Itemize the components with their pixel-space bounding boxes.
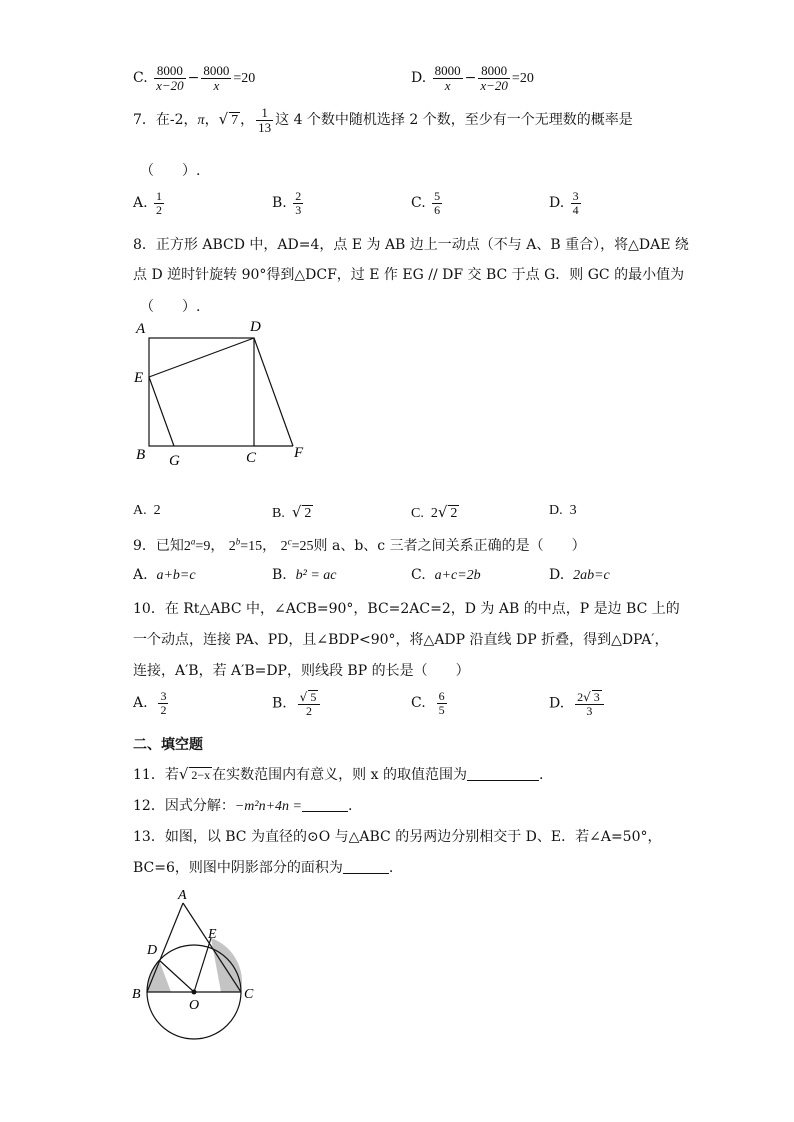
q8-option-a: A. 2 xyxy=(133,503,161,518)
q10-option-d: D. $\frac{2√ 3}{3}$ xyxy=(549,690,606,717)
label-c: C xyxy=(244,987,254,1002)
label-d: D xyxy=(147,943,158,958)
q13-line1: 13．如图，以 BC 为直径的⊙O 与△ABC 的另两边分别相交于 D、E．若∠A=50°， xyxy=(133,829,662,845)
label-d: D xyxy=(250,319,261,335)
q8-option-b: B. √ 2 xyxy=(272,503,312,521)
q13-line2: BC=6，则图中阴影部分的面积为 . xyxy=(133,860,394,876)
q9-option-d: D. 2ab=c xyxy=(549,567,610,583)
label-b: B xyxy=(132,987,141,1002)
q13-answer-blank xyxy=(343,859,389,874)
q8-option-c: C. 2√ 2 xyxy=(411,503,458,521)
center-dot xyxy=(192,990,197,995)
label-a: A xyxy=(136,321,146,337)
section-title-fill-in: 二、填空题 xyxy=(133,737,203,753)
label-c: C xyxy=(246,450,257,466)
q7-option-c: C. $\frac{5}{6}$ xyxy=(411,189,441,217)
q9-stem: 9．已知$2^a=9$， $2^b=15$， $2^c=25$则 a、b、c 三者之间关系正确的是（ ） xyxy=(133,536,586,554)
q12-answer-blank xyxy=(302,797,348,812)
label-e: E xyxy=(208,927,217,942)
label-b: B xyxy=(136,447,146,463)
q7-option-d: D. $\frac{3}{4}$ xyxy=(549,189,579,217)
q8-line2: 点 D 逆时针旋转 90°得到△DCF，过 E 作 EG // DF 交 BC 于点 G．则 GC 的最小值为 xyxy=(133,267,685,283)
q10-line3: 连接，A′B，若 A′B=DP，则线段 BP 的长是（ ） xyxy=(133,663,470,679)
q9-option-a: A. a+b=c xyxy=(133,567,196,583)
segment-ed xyxy=(149,338,254,377)
q8-paren: （ ）. xyxy=(140,299,201,315)
label-o: O xyxy=(189,998,200,1013)
label-f: F xyxy=(294,445,304,461)
q12-stem: 12．因式分解：−m²n+4n = . xyxy=(133,798,353,814)
q10-option-c: C. $\frac{6}{5}$ xyxy=(411,689,445,717)
q8-option-d: D. 3 xyxy=(549,503,577,518)
q10-option-b: B. $\frac{√ 5}{2}$ xyxy=(272,690,322,717)
shaded-sector-right xyxy=(211,938,242,992)
q7-option-b: B. $\frac{2}{3}$ xyxy=(272,189,302,217)
shaded-sector-left xyxy=(147,960,171,992)
q7-stem: 7．在-2，π，√ 7 ， $\frac{1}{13}$ 这 4 个数中随机选择 2 个数，至少有一个无理数的概率是 xyxy=(133,105,633,135)
q10-line1: 10．在 Rt△ABC 中，∠ACB=90°，BC=2AC=2，D 为 AB 的中点，P 是边 BC 上的 xyxy=(133,601,680,617)
q7-option-a: A. $\frac{1}{2}$ xyxy=(133,189,163,217)
side-ac xyxy=(183,903,241,992)
q6-option-d: D. $\frac{8000}{x}$ − $\frac{8000}{x-20}$ =20 xyxy=(411,63,534,93)
label-a: A xyxy=(178,888,187,903)
q13-figure xyxy=(128,885,268,1045)
label-e: E xyxy=(134,370,144,386)
square-abcd xyxy=(149,338,254,446)
segment-df xyxy=(254,338,293,446)
segment-eg xyxy=(149,377,174,446)
q10-line2: 一个动点，连接 PA、PD，且∠BDP<90°，将△ADP 沿直线 DP 折叠，得到△DPA′， xyxy=(133,632,669,648)
q9-option-b: B. b² = ac xyxy=(272,567,337,583)
q8-figure xyxy=(128,315,318,470)
q11-stem: 11．若√ 2−x 在实数范围内有意义，则 x 的取值范围为 . xyxy=(133,765,544,783)
q7-paren: （ ）. xyxy=(140,163,201,179)
q9-option-c: C. a+c=2b xyxy=(411,567,481,583)
q6-option-c: C. $\frac{8000}{x-20}$ − $\frac{8000}{x}$ =20 xyxy=(133,63,256,93)
q11-answer-blank xyxy=(467,766,539,781)
q8-line1: 8．正方形 ABCD 中，AD=4，点 E 为 AB 边上一动点（不与 A、B 重合），将△DAE 绕 xyxy=(133,237,689,253)
q10-option-a: A. $\frac{3}{2}$ xyxy=(133,689,167,717)
label-g: G xyxy=(169,453,180,469)
